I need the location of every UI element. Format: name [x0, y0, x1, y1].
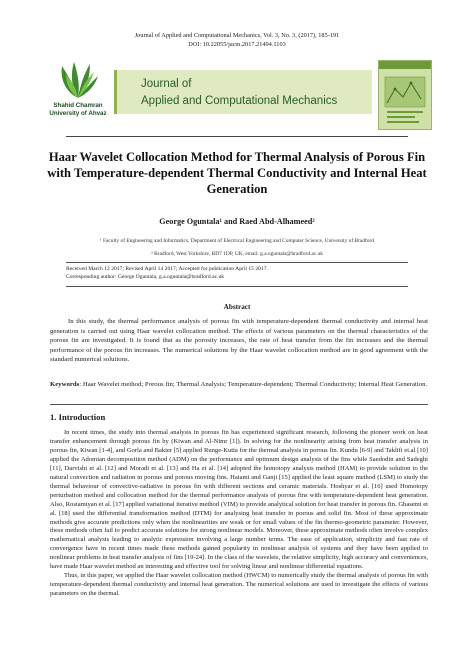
- keywords-label: Keywords: [50, 381, 80, 388]
- journal-name-line1: Journal of: [141, 78, 192, 90]
- journal-citation-line: Journal of Applied and Computational Mechanics, Vol. 3, No. 3, (2017), 185-191: [134, 32, 340, 39]
- university-emblem-icon: [56, 58, 100, 102]
- keywords-rule: [50, 404, 428, 405]
- affiliation-2: ² Bradford, West Yorkshire, BD7 1DP, UK, email: g.a.oguntala@bradford.ac.uk: [151, 251, 323, 257]
- university-name-line2: University of Ahvaz: [49, 109, 107, 117]
- keywords-list: : Haar Wavelet method; Porous fin; Thermal Analysis; Temperature-dependent; Thermal Conductivity; Internal Heat Generation.: [79, 381, 428, 388]
- affiliation-1: ¹ Faculty of Engineering and Informatics, Department of Electrical Engineering and Computer Science, University of Bradford: [100, 238, 374, 244]
- journal-cover-thumbnail: [378, 60, 432, 130]
- introduction-body: [50, 429, 428, 599]
- section-heading-introduction: 1. Introduction: [50, 412, 106, 422]
- header-rule: [66, 136, 408, 137]
- publication-dates-block: [66, 266, 268, 281]
- abstract-text: In this study, the thermal performance analysis of porous fin with temperature-dependent thermal conductivity and internal heat generation is carried out using Haar wavelet collocation method. The effects of various parameters on the thermal characteristics of the porous fin are investigated. It is found that as the porosity increases, the rate of heat transfer from the fin increases and the thermal performance of the porous fin increases. The numerical solutions by the Haar wavelet collocation method are in good agreement with the standard numerical solutions.: [50, 318, 428, 364]
- abstract-heading: Abstract: [223, 303, 251, 311]
- keywords: [50, 380, 428, 390]
- introduction-paragraph: Thus, in this paper, we applied the Haar wavelet collocation method (HWCM) to numerically study the thermal analysis of porous fin with temperature-dependent thermal conductivity and internal heat generation. The numerical solutions are used to investigate the effects of various parameters on the thermal.: [50, 572, 428, 598]
- cover-illustration-icon: [383, 75, 427, 125]
- corresponding-author: Corresponding author: George Oguntala, g.a.oguntala@bradford.ac.uk: [66, 273, 225, 280]
- dates-top-rule: [66, 262, 408, 263]
- received-dates: Received March 12 2017; Revised April 14 2017; Accepted for publication April 15 2017.: [66, 266, 268, 272]
- doi-line: DOI: 10.22055/jacm.2017.21494.1103: [188, 40, 286, 48]
- journal-name-line2: Applied and Computational Mechanics: [141, 95, 338, 107]
- university-name-line1: Shahid Chamran: [53, 102, 103, 109]
- dates-bottom-rule: [66, 286, 408, 287]
- journal-citation: [0, 32, 474, 49]
- university-logo: [42, 58, 114, 130]
- introduction-paragraph: In recent times, the study into thermal analysis in porous fin has experienced significant research, following the pioneer work on heat transfer enhancement through porous fin by (Kiwan and Al-Nimr [1]). In solving for the nonlinearity arising from heat transfer analysis in porous fin, Kiwan [1-4], and Gorla and Bakier [5] applied Runge-Kutta for the thermal analysis in porous fin. Kundu [6-9] and Taklifi et.al [10] applied the Adomian decomposition method (ADM) on the performance and optimum design analysis of the fins while Saedodin and Sadeghi [11], Darvishi et al. [12] and Moradi et al. [13] and Ha et al. [14] adopted the homotopy analysis method (HAM) to provide solution to the natural convection and radiation in porous and porous moving fins. Hatami and Ganji [15] applied the least square method (LSM) to study the thermal behaviour of convective-radiative in porous fin with different sections and ceramic materials. Hoshyar et al. [16] used Homotopy perturbation method and collocation method for the thermal performance analysis of porous fins with temperature-dependent heat generation. Also, Rostamiyan et al. [17] applied variational iterative method (VIM) to provide analytical solution for heat transfer in porous fin. Ghasemi et al. [18] used the differential transformation method (DTM) for analysing heat transfer in porous and solid fin. Most of these approximate methods give accurate predictions only when the nonlinearities are weak or for small values of the fin thermo-geometric parameter. However, these methods often fail to predict accurate solutions for strong nonlinear models. Moreover, these approximate methods often involve complex mathematical analysis leading to analytic expression involving a large number terms. The ease of application, simplicity and fast rate of convergence have in recent times made these methods gained popularity in nonlinear analysis of systems and they have been applied to nonlinear problems in heat transfer analysis of fins [19-24]. In the class of the wavelets, the relative simplicity, high accuracy and conveniences, have made Haar wavelet method an interesting and effective tool for solving linear and nonlinear differential equations.: [50, 429, 428, 571]
- paper-authors: George Oguntala¹ and Raed Abd-Alhameed²: [159, 217, 315, 226]
- journal-banner: [42, 58, 434, 130]
- journal-name-box: [114, 70, 372, 114]
- paper-title: Haar Wavelet Collocation Method for Thermal Analysis of Porous Fin with Temperature-dependent Thermal Conductivity and Internal Heat Generation: [47, 150, 427, 196]
- cover-band: [379, 61, 431, 69]
